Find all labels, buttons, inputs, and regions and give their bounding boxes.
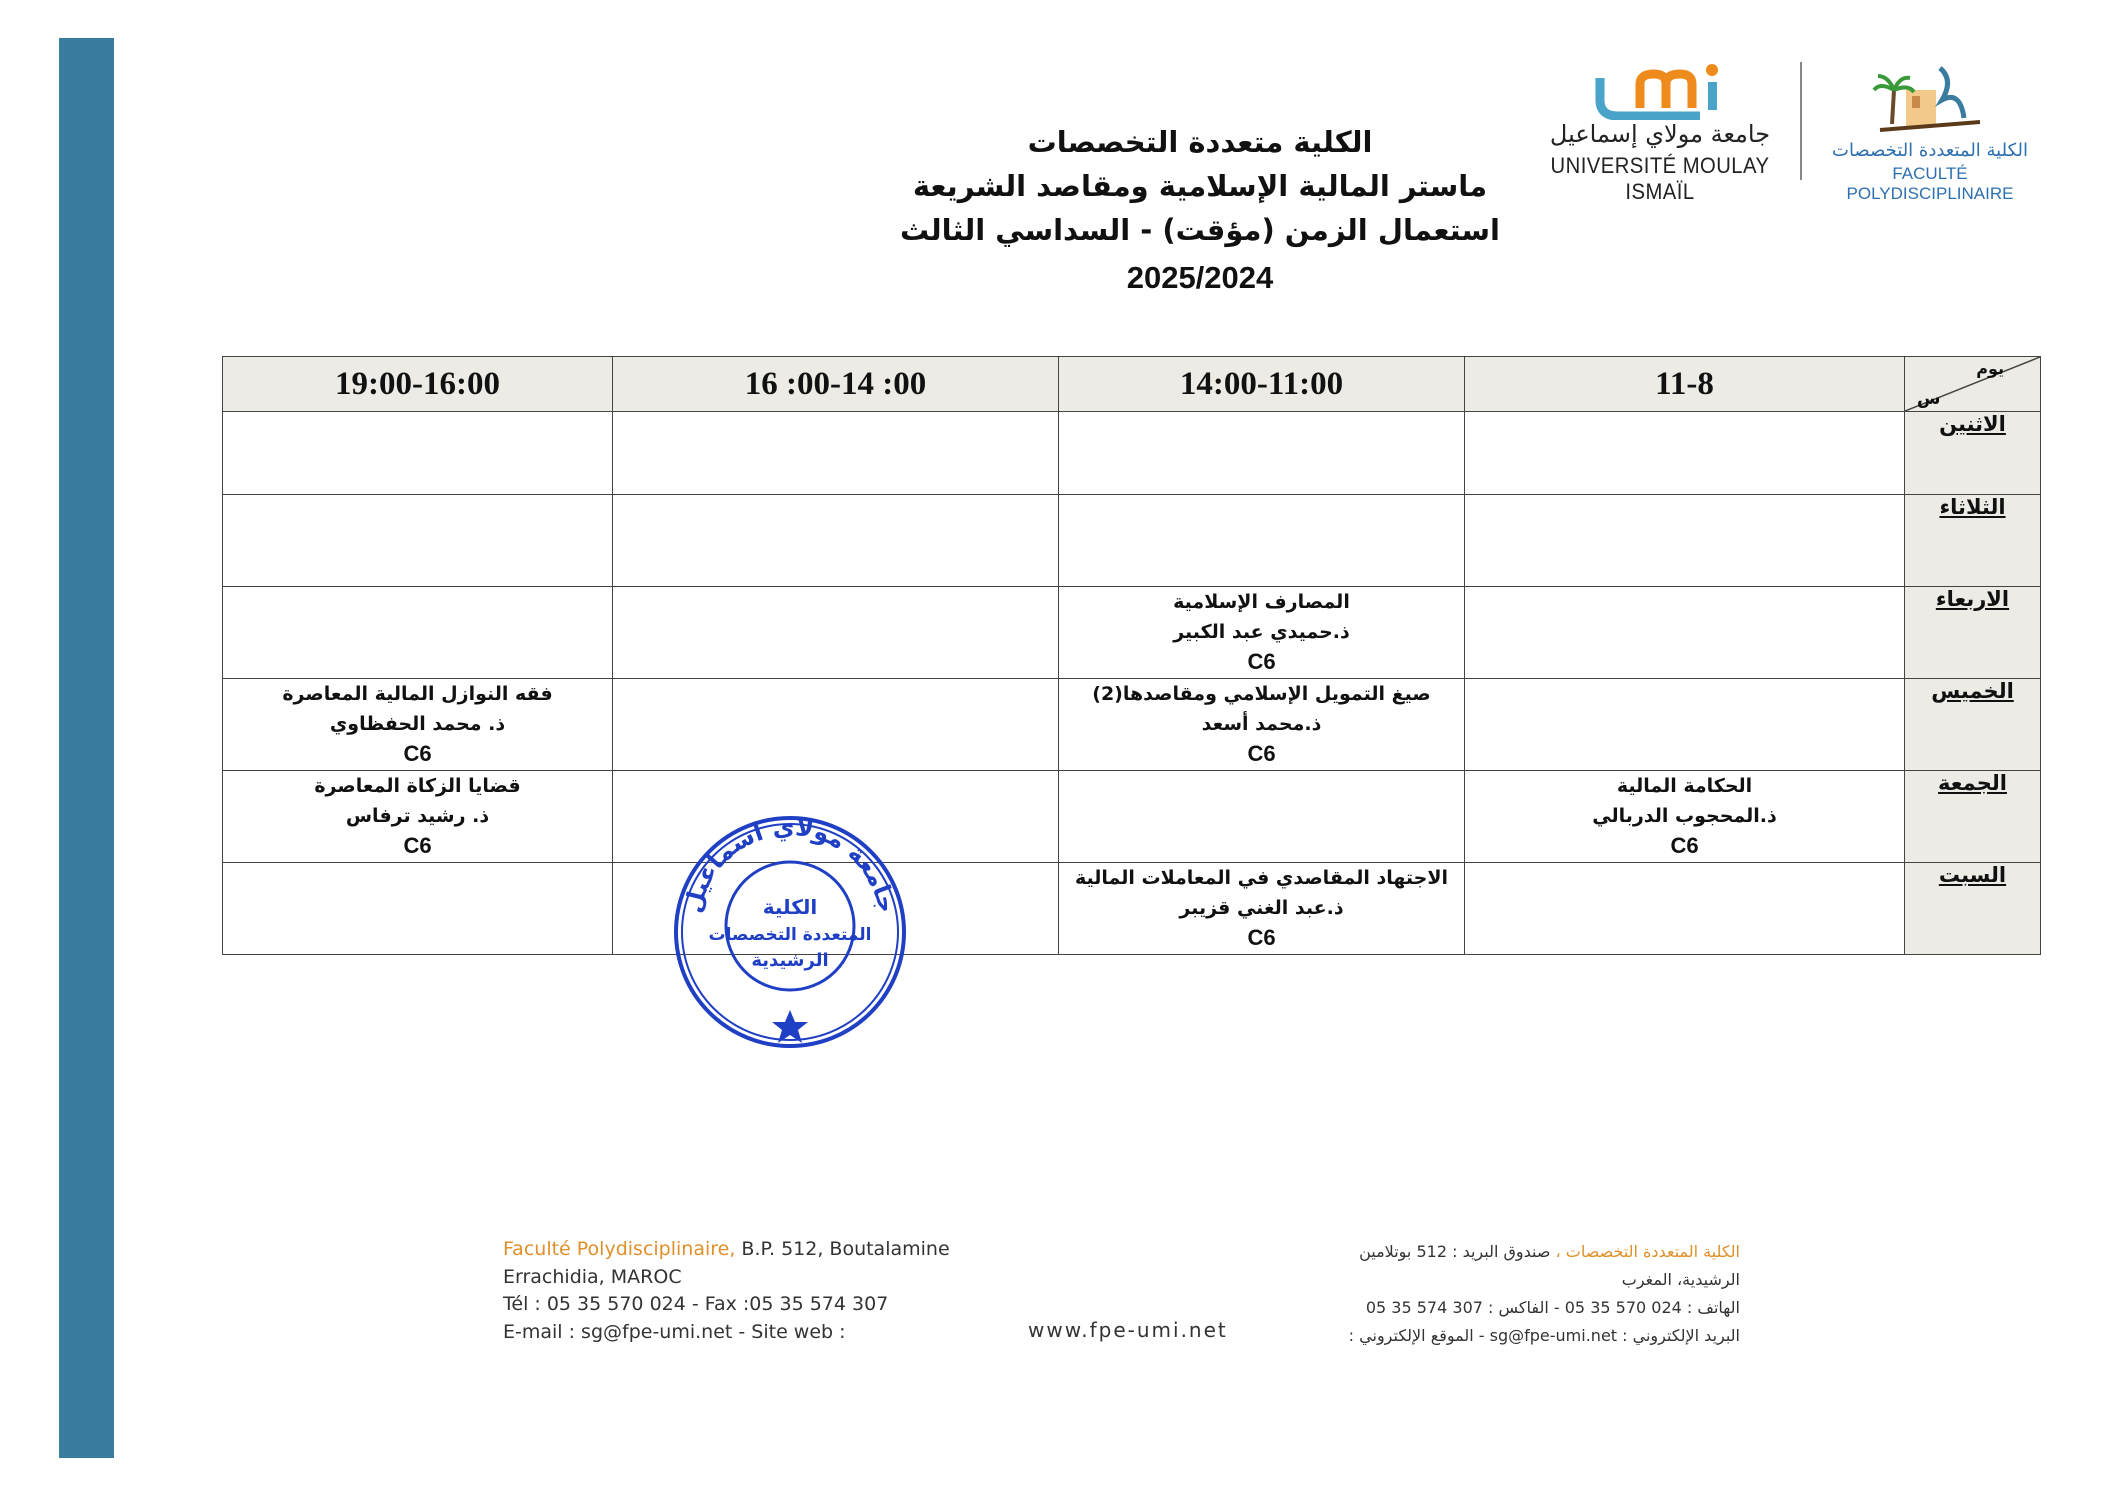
footer-address-ar: صندوق البريد : 512 بوتلامين: [1359, 1242, 1556, 1261]
faculty-arabic-name: الكلية المتعددة التخصصات: [1832, 140, 2028, 161]
logo-divider: [1800, 62, 1802, 180]
stamp-line3: الرشيدية: [751, 950, 829, 971]
schedule-cell: [613, 412, 1059, 495]
stamp-line1: الكلية: [762, 895, 818, 919]
teacher-name: ذ. محمد الحفظاوي: [329, 713, 506, 735]
schedule-cell: [613, 587, 1059, 679]
teacher-name: ذ. رشيد ترفاس: [345, 805, 490, 827]
slot-header: 14:00-11:00: [1059, 357, 1465, 412]
day-label: السبت: [1905, 863, 2041, 955]
corner-day-label: يوم: [1976, 359, 2004, 378]
schedule-cell: [223, 412, 613, 495]
timetable-header-row: [223, 357, 2041, 412]
footer-email-ar: البريد الإلكتروني : sg@fpe-umi.net - الموقع الإلكتروني :: [1348, 1326, 1740, 1345]
day-label: الاثنين: [1905, 412, 2041, 495]
slot-header: 11-8: [1465, 357, 1905, 412]
table-row: [223, 679, 2041, 771]
document-title-block: [700, 120, 1700, 300]
footer-arabic: [1240, 1238, 1740, 1350]
course-name: الاجتهاد المقاصدي في المعاملات المالية: [1074, 867, 1449, 889]
course-name: فقه النوازل المالية المعاصرة: [282, 683, 553, 705]
day-label: الجمعة: [1905, 771, 2041, 863]
program-title: ماستر المالية الإسلامية ومقاصد الشريعة: [912, 169, 1488, 203]
day-label: الاربعاء: [1905, 587, 2041, 679]
corner-hour-label: س: [1917, 389, 1941, 409]
footer-city-fr: Errachidia, MAROC: [503, 1265, 682, 1288]
table-row: [223, 495, 2041, 587]
stamp-line2: المتعددة التخصصات: [708, 925, 872, 945]
teacher-name: ذ.عبد الغني قزيبر: [1179, 897, 1344, 919]
room-label: C6: [1247, 649, 1276, 674]
official-stamp: [672, 814, 908, 1050]
schedule-cell: [1465, 495, 1905, 587]
footer-website-link[interactable]: www.fpe-umi.net: [1028, 1318, 1228, 1342]
teacher-name: ذ.المحجوب الدربالي: [1592, 805, 1777, 827]
course-name: صيغ التمويل الإسلامي ومقاصدها(2): [1092, 683, 1431, 705]
schedule-cell: [223, 679, 613, 771]
corner-cell: [1905, 357, 2041, 412]
schedule-cell: [1465, 771, 1905, 863]
academic-year: 2025/2024: [1126, 260, 1274, 295]
footer-address-fr: B.P. 512, Boutalamine: [735, 1238, 950, 1260]
footer-french: [503, 1236, 950, 1346]
course-name: المصارف الإسلامية: [1173, 591, 1350, 613]
umi-mark-icon: [1580, 60, 1780, 120]
faculty-logo: [1830, 60, 2030, 203]
room-label: C6: [1670, 833, 1699, 858]
table-row: [223, 587, 2041, 679]
schedule-cell: [1059, 495, 1465, 587]
footer-email-fr: E-mail : sg@fpe-umi.net - Site web :: [503, 1320, 846, 1343]
course-name: الحكامة المالية: [1616, 775, 1753, 797]
room-label: C6: [403, 741, 432, 766]
schedule-cell: [1059, 679, 1465, 771]
footer-faculty-ar: الكلية المتعددة التخصصات ،: [1555, 1242, 1740, 1261]
schedule-title: استعمال الزمن (مؤقت) - السداسي الثالث: [900, 213, 1500, 247]
course-name: قضايا الزكاة المعاصرة: [314, 775, 521, 797]
faculty-title: الكلية متعددة التخصصات: [1027, 125, 1373, 159]
stamp-star-icon: [772, 1010, 808, 1043]
footer-city-ar: الرشيدية، المغرب: [1621, 1270, 1740, 1289]
table-row: [223, 863, 2041, 955]
timetable: [222, 356, 2041, 955]
room-label: C6: [1247, 925, 1276, 950]
schedule-cell: [1059, 771, 1465, 863]
teacher-name: ذ.محمد أسعد: [1201, 713, 1322, 735]
schedule-cell: [1465, 863, 1905, 955]
umi-arabic-name: جامعة مولاي إسماعيل: [1549, 120, 1771, 148]
footer-phone-fr: Tél : 05 35 570 024 - Fax :05 35 574 307: [503, 1293, 889, 1315]
schedule-cell: [1059, 412, 1465, 495]
schedule-cell: [1059, 587, 1465, 679]
footer-faculty-fr: Faculté Polydisciplinaire,: [503, 1238, 736, 1260]
room-label: C6: [1247, 741, 1276, 766]
schedule-cell: [1465, 587, 1905, 679]
schedule-cell: [223, 587, 613, 679]
schedule-cell: [223, 495, 613, 587]
side-bar: [59, 38, 114, 1458]
schedule-cell: [1059, 863, 1465, 955]
footer-phone-ar: الهاتف : 024 570 35 05 - الفاكس : 307 574 35 05: [1365, 1298, 1740, 1317]
day-label: الخميس: [1905, 679, 2041, 771]
schedule-cell: [223, 863, 613, 955]
schedule-cell: [223, 771, 613, 863]
palm-tree-icon: [1870, 60, 1990, 140]
stamp-ring-text: جامعة مولاي اسماعيل: [678, 814, 902, 916]
day-label: الثلاثاء: [1905, 495, 2041, 587]
schedule-cell: [1465, 679, 1905, 771]
schedule-cell: [1465, 412, 1905, 495]
schedule-cell: [613, 679, 1059, 771]
faculty-french-name: FACULTÉ POLYDISCIPLINAIRE: [1846, 164, 2014, 203]
slot-header: 19:00-16:00: [223, 357, 613, 412]
teacher-name: ذ.حميدي عبد الكبير: [1173, 621, 1350, 643]
room-label: C6: [403, 833, 432, 858]
umi-french-name: UNIVERSITÉ MOULAY ISMAÏL: [1550, 153, 1770, 204]
table-row: [223, 412, 2041, 495]
schedule-cell: [613, 495, 1059, 587]
table-row: [223, 771, 2041, 863]
slot-header: 16 :00-14 :00: [613, 357, 1059, 412]
